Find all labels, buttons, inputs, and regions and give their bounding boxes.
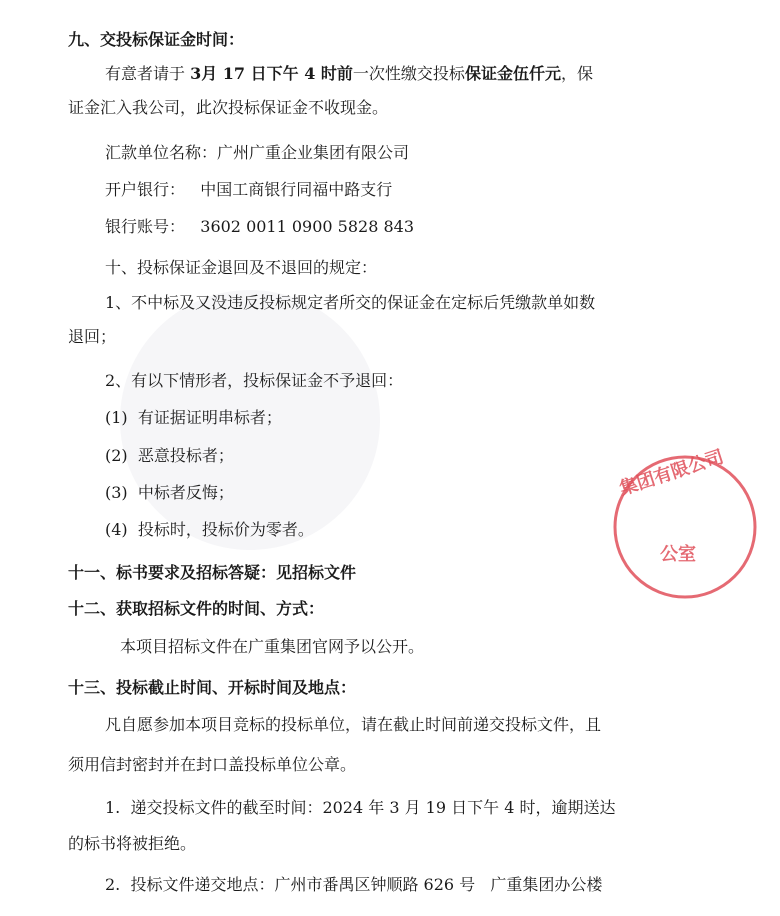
deposit-amount: 保证金伍仟元 (464, 64, 561, 83)
text-span: 一次性缴交投标 (352, 64, 465, 83)
bank-name: 开户银行： 中国工商银行同福中路支行 (105, 180, 393, 199)
text-span: 有意者请于 (105, 64, 191, 83)
submission-deadline-line-2: 的标书将被拒绝。 (68, 834, 197, 853)
official-seal-stamp (600, 446, 780, 605)
section-11-heading: 十一、标书要求及招标答疑：见招标文件 (68, 563, 357, 582)
section-12-heading: 十二、获取招标文件的时间、方式： (68, 599, 325, 618)
section-10-heading: 十、投标保证金退回及不退回的规定： (105, 258, 378, 277)
refund-rule-1-line-2: 退回； (68, 327, 117, 346)
section-9-paragraph-line-2: 证金汇入我公司，此次投标保证金不收现金。 (68, 98, 389, 117)
submission-deadline-line-1: 1. 递交投标文件的截至时间：2024 年 3 月 19 日下午 4 时，逾期送达 (105, 798, 616, 817)
refund-rule-1-line-1: 1、不中标及又没违反投标规定者所交的保证金在定标后凭缴款单如数 (105, 293, 596, 312)
condition-4: (4) 投标时，投标价为零者。 (105, 520, 314, 539)
account-number: 银行账号： 3602 0011 0900 5828 843 (105, 217, 415, 236)
condition-1: (1) 有证据证明串标者； (105, 408, 282, 427)
section-13-paragraph-line-2: 须用信封密封并在封口盖投标单位公章。 (68, 755, 357, 774)
section-13-heading: 十三、投标截止时间、开标时间及地点： (68, 678, 357, 697)
section-9-heading: 九、交投标保证金时间： (68, 30, 245, 49)
condition-2: (2) 恶意投标者； (105, 446, 234, 465)
text-span: ，保 (560, 64, 593, 83)
account-name: 汇款单位名称：广州广重企业集团有限公司 (105, 143, 410, 162)
section-13-paragraph-line-1: 凡自愿参加本项目竞标的投标单位，请在截止时间前递交投标文件，且 (105, 715, 602, 734)
submission-location: 2. 投标文件递交地点：广州市番禺区钟顺路 626 号 广重集团办公楼 (105, 875, 603, 894)
refund-rule-2: 2、有以下情形者，投标保证金不予退回： (105, 371, 404, 390)
deadline-text: 3月 17 日下午 4 时前 (190, 64, 353, 83)
section-9-paragraph-line-1 (105, 62, 593, 86)
condition-3: (3) 中标者反悔； (105, 483, 234, 502)
seal-text-2: 公室 (660, 544, 696, 565)
seal-text-1: 集团有限公司 (617, 446, 727, 500)
section-12-text: 本项目招标文件在广重集团官网予以公开。 (120, 637, 425, 656)
